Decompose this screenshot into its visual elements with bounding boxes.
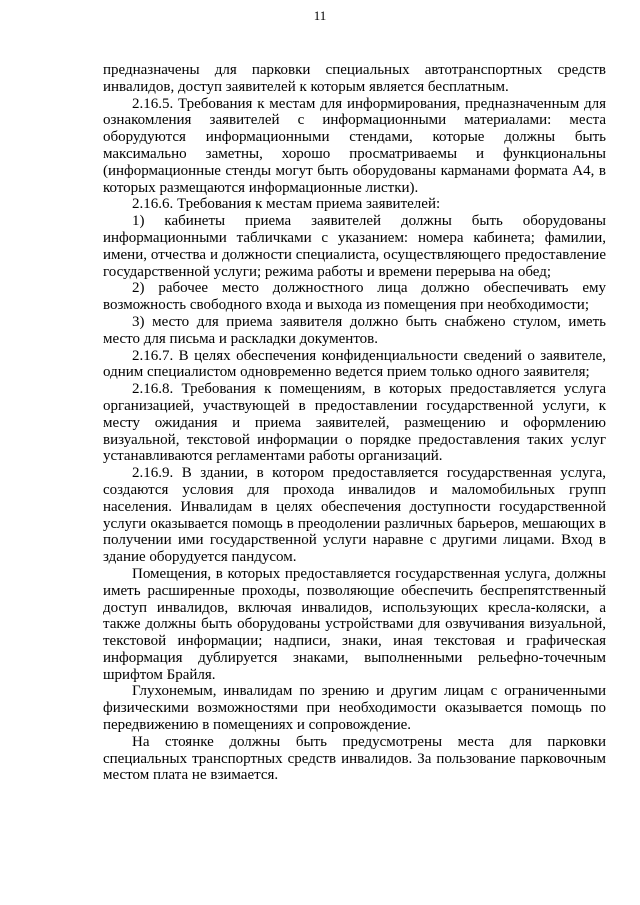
document-body	[103, 62, 606, 784]
paragraph-parking: На стоянке должны быть предусмотрены места для парковки специальных транспортных средств инвалидов. За пользование парковочным местом плата не взимается.	[103, 733, 606, 784]
paragraph-premises: Помещения, в которых предоставляется государственная услуга, должны иметь расширенные проходы, позволяющие обеспечить беспрепятственный доступ инвалидов, включая инвалидов, использующих кресла-коляски, а также должны быть оборудованы устройствами для озвучивания визуальной, текстовой информации; надписи, знаки, иная текстовая и графическая информация дублируется знаками, выполненными рельефно-точечным шрифтом Брайля.	[103, 565, 606, 683]
paragraph-2-16-9: 2.16.9. В здании, в котором предоставляется государственная услуга, создаются условия для прохода инвалидов и маломобильных групп населения. Инвалидам в целях обеспечения доступности государственной услуги оказывается помощь в преодолении различных барьеров, мешающих в получении ими государственной услуги наравне с другими лицами. Вход в здание оборудуется пандусом.	[103, 465, 606, 566]
page-number: 11	[313, 8, 327, 23]
paragraph-2-16-8: 2.16.8. Требования к помещениям, в которых предоставляется услуга организацией, участвующей в предоставлении государственной услуги, к месту ожидания и приема заявителей, размещению и оформлению визуальной, текстовой информации о порядке предоставления таких услуг устанавливаются регламентами работы организаций.	[103, 381, 606, 465]
paragraph-2-16-7: 2.16.7. В целях обеспечения конфиденциальности сведений о заявителе, одним специалистом одновременно ведется прием только одного заявителя;	[103, 347, 606, 381]
paragraph-assistance: Глухонемым, инвалидам по зрению и другим лицам с ограниченными физическими возможностями при необходимости оказывается помощь по передвижению в помещениях и сопровождение.	[103, 683, 606, 734]
list-item-3: 3) место для приема заявителя должно быть снабжено стулом, иметь место для письма и раскладки документов.	[103, 313, 606, 347]
list-item-1: 1) кабинеты приема заявителей должны быть оборудованы информационными табличками с указанием: номера кабинета; фамилии, имени, отчества и должности специалиста, осуществляющего предоставление государственной услуги; режима работы и времени перерыва на обед;	[103, 213, 606, 280]
paragraph-2-16-5: 2.16.5. Требования к местам для информирования, предназначенным для ознакомления заявителей с информационными материалами: места оборудуются информационными стендами, которые должны быть максимально заметны, хорошо просматриваемы и функциональны (информационные стенды могут быть оборудованы карманами формата А4, в которых размещаются информационные листки).	[103, 95, 606, 196]
list-item-2: 2) рабочее место должностного лица должно обеспечивать ему возможность свободного входа и выхода из помещения при необходимости;	[103, 280, 606, 314]
paragraph-continuation: предназначены для парковки специальных автотранспортных средств инвалидов, доступ заявителей к которым является бесплатным.	[103, 62, 606, 95]
paragraph-2-16-6: 2.16.6. Требования к местам приема заявителей:	[132, 196, 441, 213]
